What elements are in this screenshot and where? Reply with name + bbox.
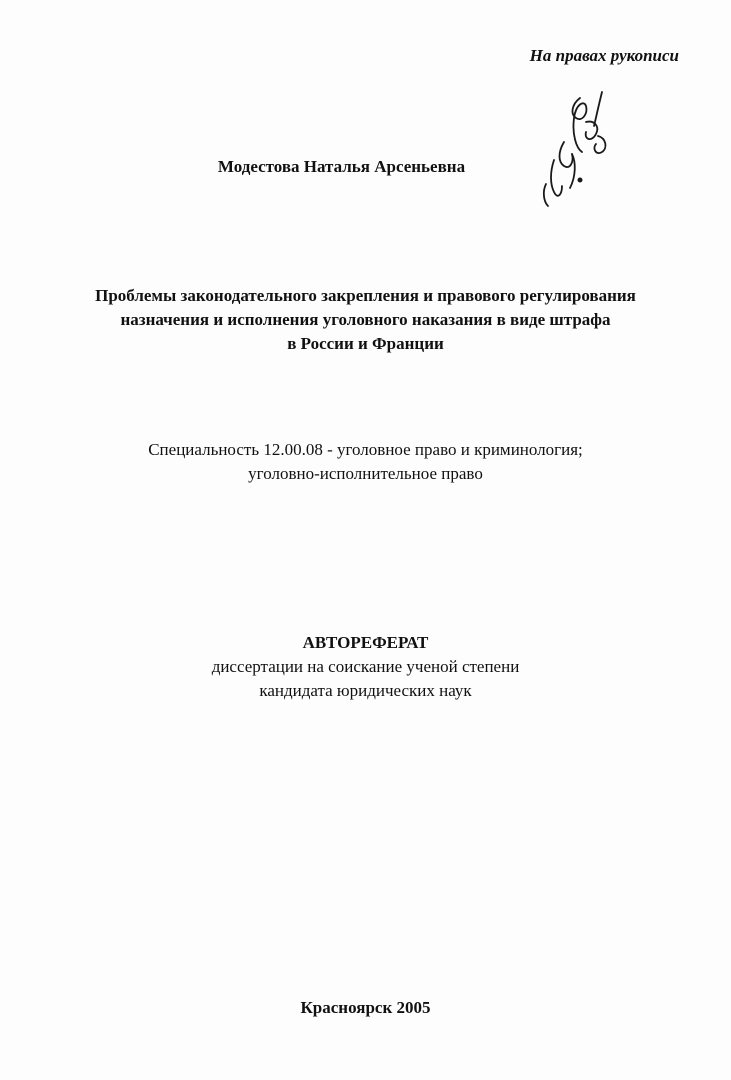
handwritten-signature [536, 88, 626, 223]
abstract-heading: АВТОРЕФЕРАТ [302, 633, 429, 652]
place-year: Красноярск 2005 [300, 998, 431, 1017]
author-name: Модестова Наталья Арсеньевна [217, 157, 466, 176]
title-line-2: назначения и исполнения уголовного наказания в виде штрафа [120, 310, 611, 329]
abstract-block [0, 631, 731, 703]
abstract-line-2: кандидата юридических наук [259, 681, 472, 700]
specialty-line-1: Специальность 12.00.08 - уголовное право и криминология; [148, 440, 583, 459]
dissertation-title [0, 284, 731, 356]
title-line-3: в России и Франции [287, 334, 444, 353]
rights-note: На правах рукописи [529, 46, 679, 65]
title-line-1: Проблемы законодательного закрепления и правового регулирования [95, 286, 636, 305]
specialty-line-2: уголовно-исполнительное право [248, 464, 483, 483]
abstract-line-1: диссертации на соискание ученой степени [211, 657, 520, 676]
specialty-block [0, 438, 731, 486]
